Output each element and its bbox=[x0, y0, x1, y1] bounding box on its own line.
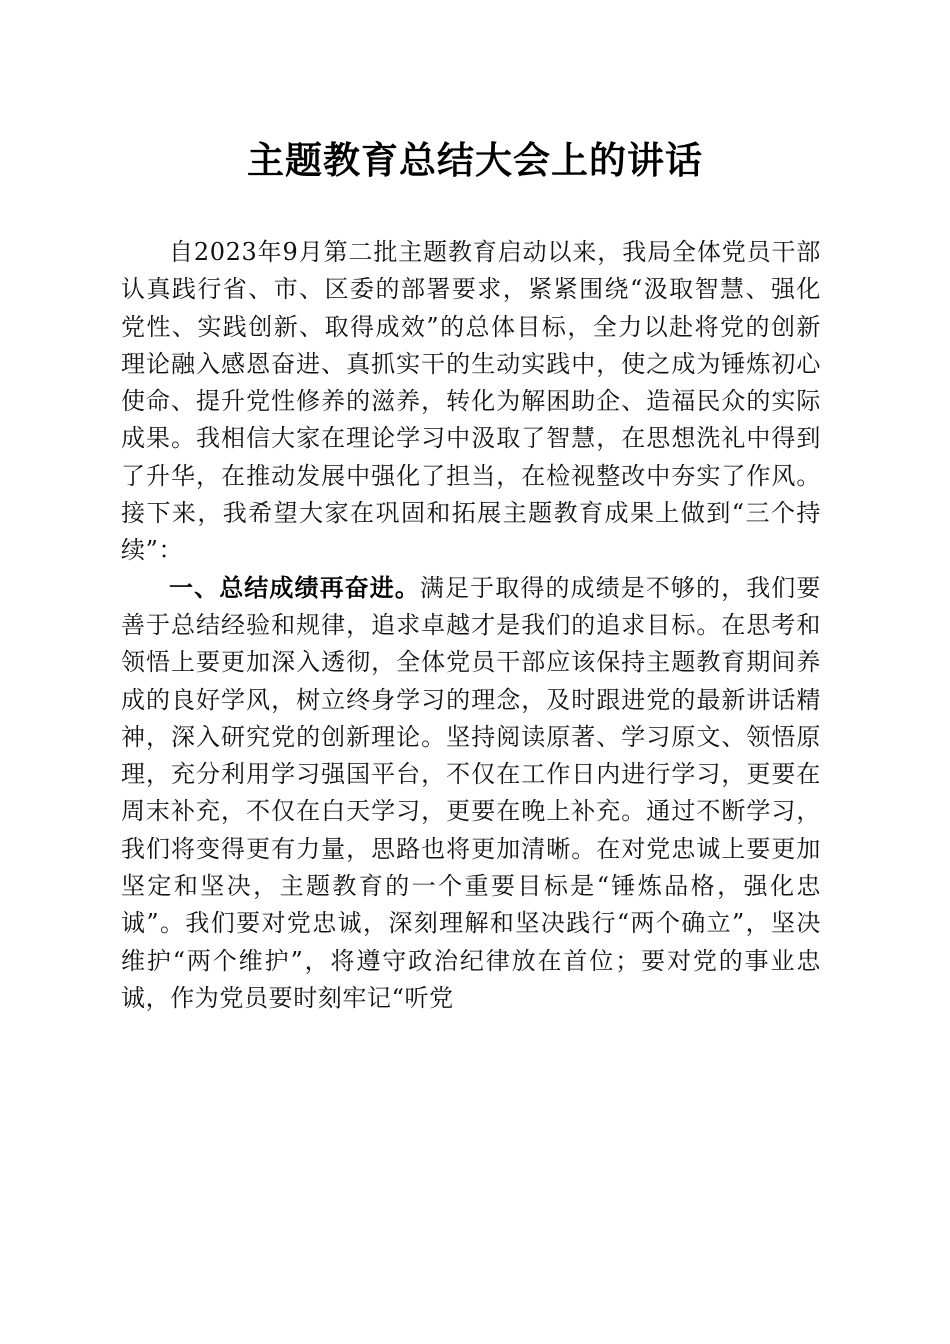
intro-paragraph bbox=[121, 234, 821, 570]
document-title: 主题教育总结大会上的讲话 bbox=[247, 138, 703, 182]
section-one-text: 满足于取得的成绩是不够的，我们要善于总结经验和规律，追求卓越才是我们的追求目标。在思考和领悟上要更加深入透彻，全体党员干部应该保持主题教育期间养成的良好学风，树立终身学习的理念，及时跟进党的最新讲话精神，深入研究党的创新理论。坚持阅读原著、学习原文、领悟原理，充分利用学习强国平台，不仅在工作日内进行学习，更要在周末补充，不仅在白天学习，更要在晚上补充。通过不断学习，我们将变得更有力量，思路也将更加清晰。在对党忠诚上要更加坚定和坚决，主题教育的一个重要目标是“锤炼品格，强化忠诚”。我们要对党忠诚，深刻理解和坚决践行“两个确立”，坚决维护“两个维护”，将遵守政治纪律放在首位；要对党的事业忠诚，作为党员要时刻牢记“听党 bbox=[121, 573, 822, 1012]
document-body bbox=[121, 234, 821, 1017]
section-one-heading: 一、总结成绩再奋进。 bbox=[169, 573, 420, 602]
section-one-paragraph bbox=[121, 570, 821, 1018]
intro-paragraph-text: 自2023年9月第二批主题教育启动以来，我局全体党员干部认真践行省、市、区委的部署要求，紧紧围绕“汲取智慧、强化党性、实践创新、取得成效”的总体目标，全力以赴将党的创新理论融入感恩奋进、真抓实干的生动实践中，使之成为锤炼初心使命、提升党性修养的滋养，转化为解困助企、造福民众的实际成果。我相信大家在理论学习中汲取了智慧，在思想洗礼中得到了升华，在推动发展中强化了担当，在检视整改中夯实了作风。接下来，我希望大家在巩固和拓展主题教育成果上做到“三个持续”： bbox=[121, 238, 821, 565]
